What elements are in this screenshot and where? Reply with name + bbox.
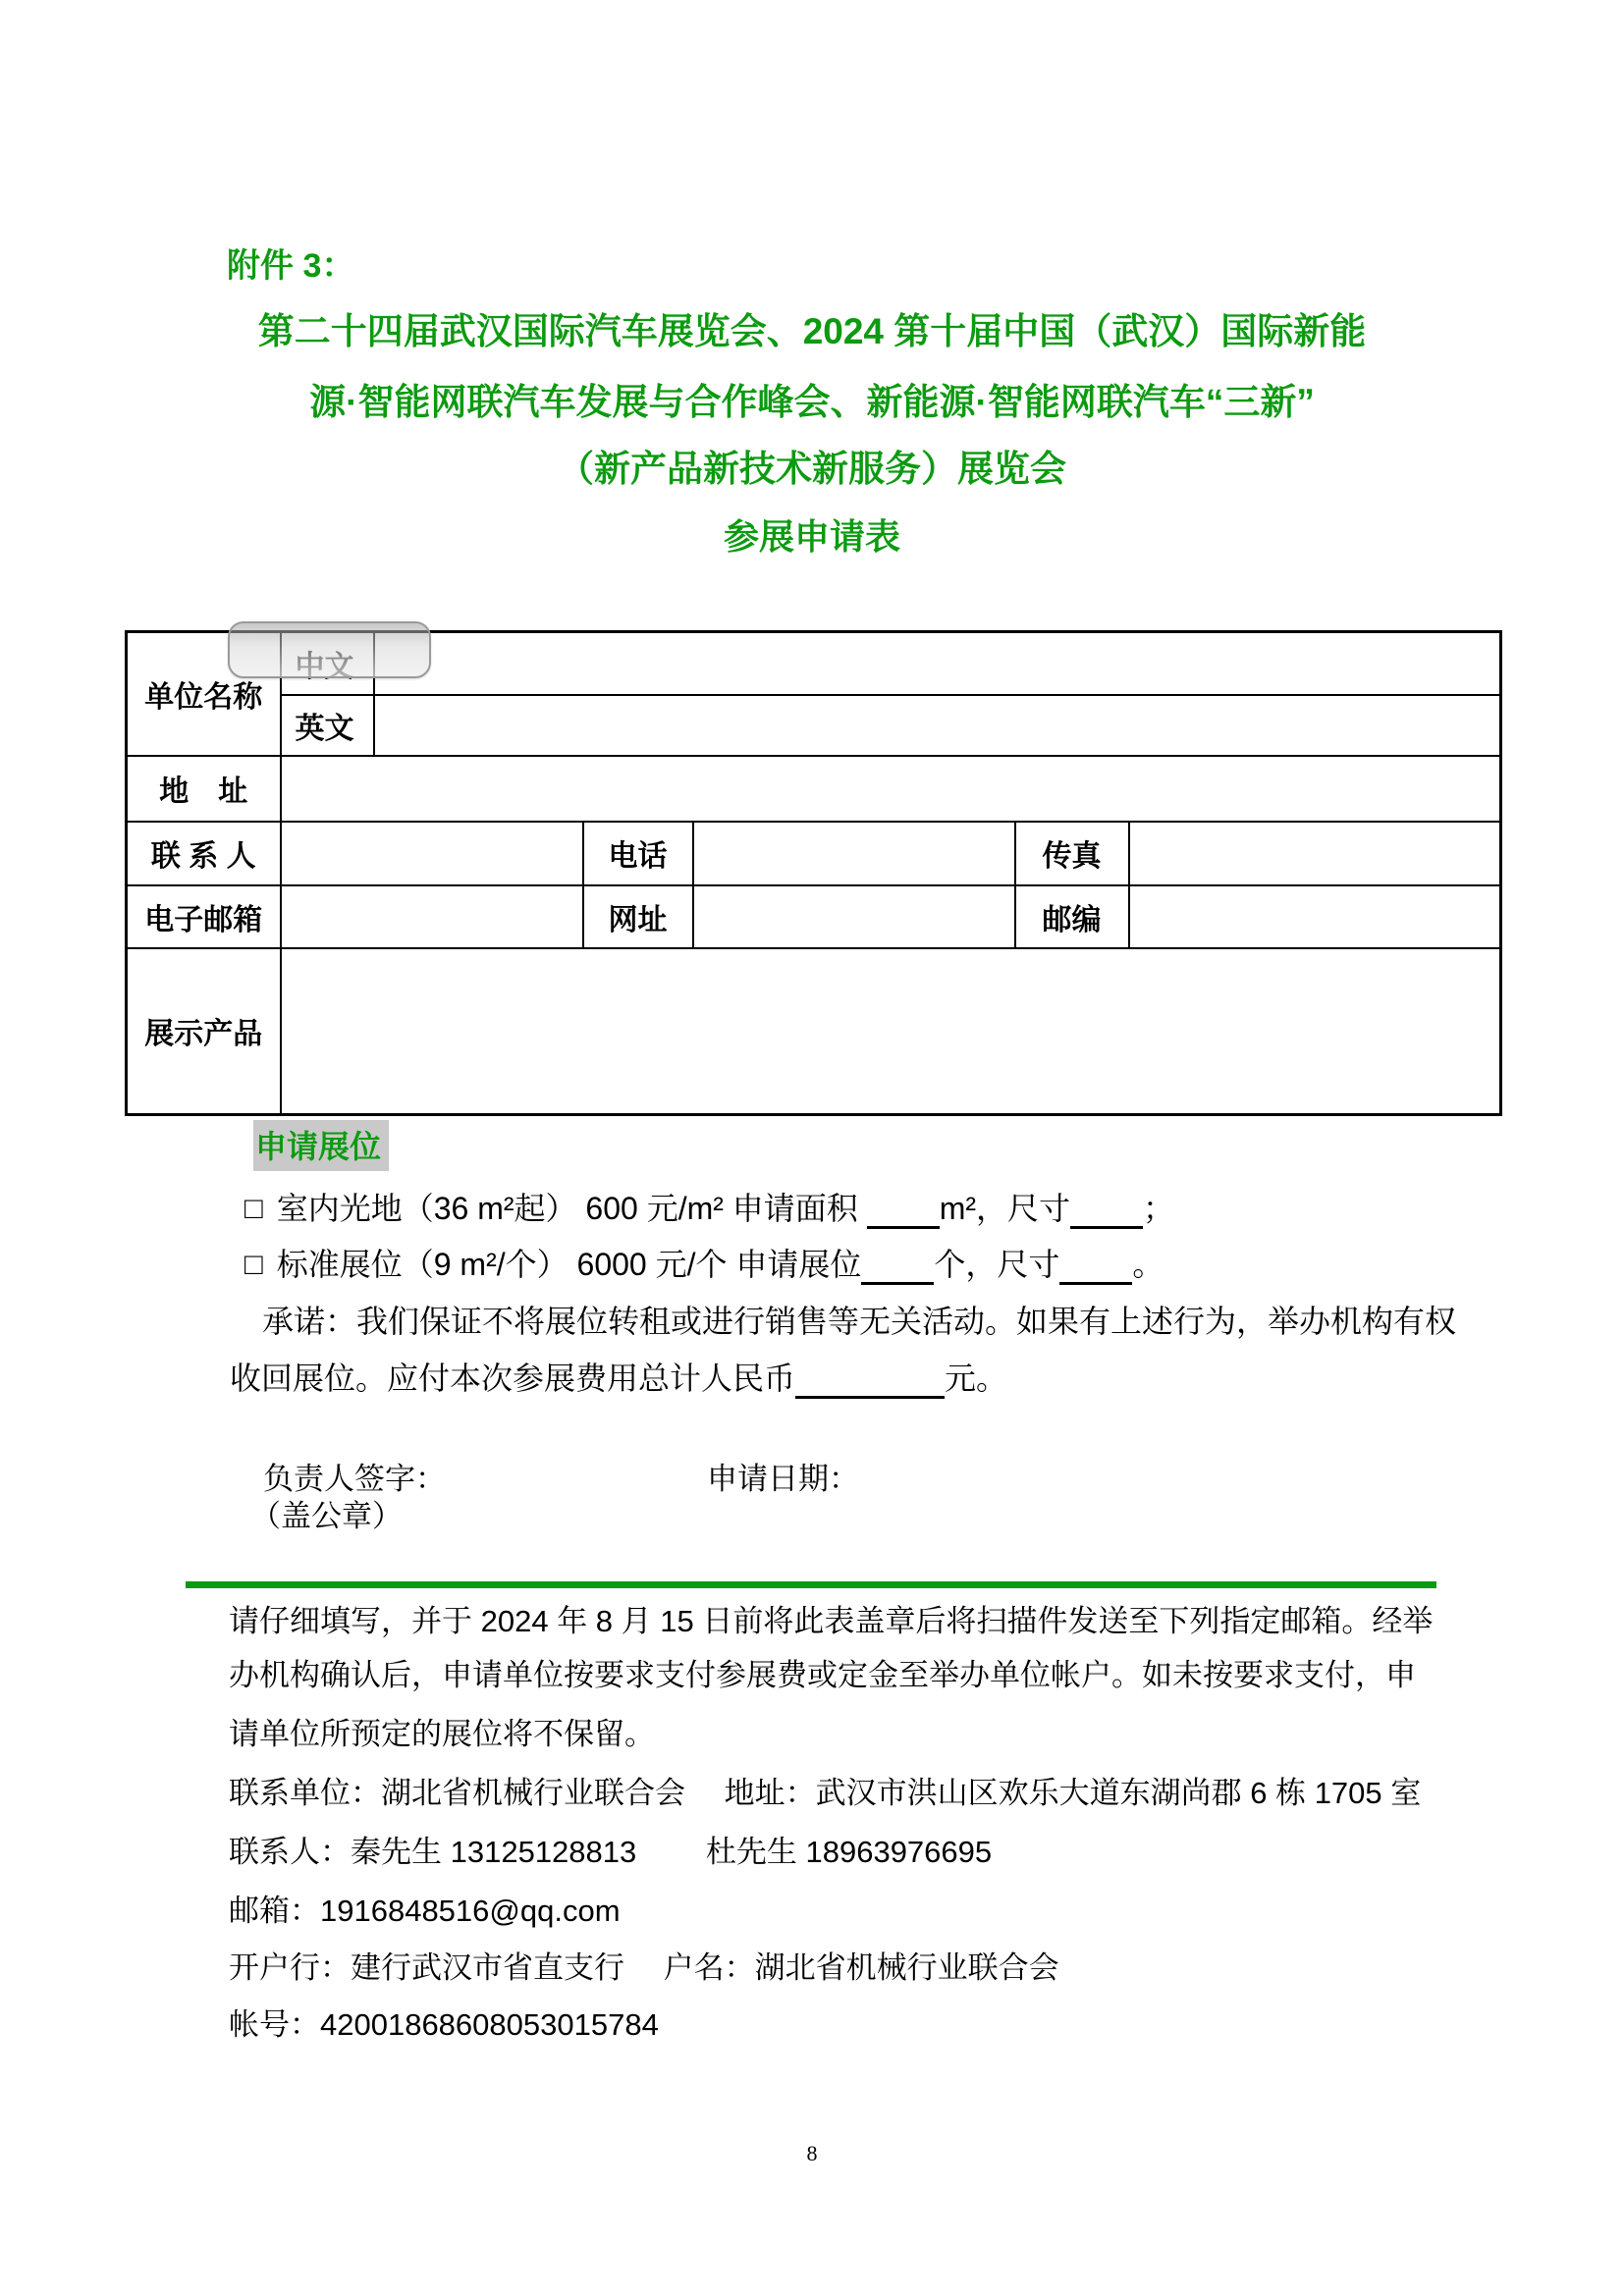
pledge-line-2-text: 收回展位。应付本次参展费用总计人民币 [230, 1361, 796, 1396]
website-label: 网址 [583, 885, 693, 948]
postcode-label: 邮编 [1015, 885, 1129, 948]
page-number: 8 [806, 2141, 818, 2165]
pledge-line-1: 承诺：我们保证不将展位转租或进行销售等无关活动。如果有上述行为，举办机构有权 [262, 1304, 1457, 1339]
phone-label: 电话 [583, 822, 693, 885]
booth-option-standard-booth [244, 1240, 1164, 1285]
fax-input-cell[interactable] [1129, 822, 1501, 885]
booth-option-2-text: 标准展位（9 m²/个） 6000 元/个 申请展位 [276, 1247, 862, 1282]
bank-line: 开户行：建行武汉市省直支行 户名：湖北省机械行业联合会 [229, 1950, 1059, 1985]
address-label: 地 址 [127, 756, 281, 822]
area-blank-line[interactable] [867, 1193, 940, 1229]
notice-line-2: 办机构确认后，申请单位按要求支付参展费或定金至举办单位帐户。如未按要求支付，申 [229, 1658, 1416, 1692]
contact-person-line: 联系人：秦先生 13125128813 杜先生 18963976695 [229, 1835, 993, 1869]
notice-line-3: 请单位所预定的展位将不保留。 [229, 1717, 655, 1751]
postcode-input-cell[interactable] [1129, 885, 1501, 948]
english-name-input-cell[interactable] [374, 695, 1501, 756]
booth-option-1-end: ； [1143, 1191, 1175, 1226]
email-label: 电子邮箱 [127, 885, 281, 948]
notice-line-1: 请仔细填写，并于 2024 年 8 月 15 日前将此表盖章后将扫描件发送至下列指定邮箱。经举 [229, 1604, 1434, 1638]
checkbox-icon[interactable]: □ [244, 1191, 263, 1225]
checkbox-icon[interactable]: □ [244, 1247, 263, 1281]
english-name-label: 英文 [281, 695, 374, 756]
fax-label: 传真 [1015, 822, 1129, 885]
attachment-label: 附件 3： [227, 247, 355, 285]
booth-option-2-end: 。 [1132, 1247, 1164, 1282]
phone-input-cell[interactable] [693, 822, 1015, 885]
exhibition-title-line-1: 第二十四届武汉国际汽车展览会、2024 第十届中国（武汉）国际新能 [257, 311, 1367, 351]
products-label: 展示产品 [127, 948, 281, 1115]
website-input-cell[interactable] [693, 885, 1015, 948]
booth-section-heading: 申请展位 [253, 1120, 389, 1171]
signature-label: 负责人签字： [263, 1462, 446, 1496]
application-form-table [125, 630, 1502, 1116]
form-field-overlay[interactable] [228, 621, 431, 678]
exhibition-title-line-3: （新产品新技术新服务）展览会 [558, 449, 1066, 489]
exhibition-title-line-2: 源·智能网联汽车发展与合作峰会、新能源·智能网联汽车“三新” [309, 382, 1315, 422]
booth-option-2-mid: 个，尺寸 [934, 1247, 1060, 1282]
official-seal-label: （盖公章） [250, 1499, 403, 1533]
pledge-line-2-end: 元。 [945, 1361, 1008, 1396]
products-input-cell[interactable] [281, 948, 1501, 1115]
size-blank-line[interactable] [1070, 1193, 1143, 1229]
contact-email-line: 邮箱：1916848516@qq.com [229, 1894, 621, 1928]
pledge-line-2 [230, 1354, 1007, 1399]
account-number-line: 帐号：42001868608053015784 [229, 2007, 659, 2042]
form-title: 参展申请表 [723, 516, 900, 557]
booth-option-1-text: 室内光地（36 m²起） 600 元/m² 申请面积 [276, 1191, 867, 1226]
booth-option-1-mid: m²，尺寸 [939, 1191, 1071, 1226]
contact-person-label: 联 系 人 [127, 822, 281, 885]
green-divider-rule [186, 1581, 1436, 1588]
address-input-cell[interactable] [281, 756, 1501, 822]
size-blank-line[interactable] [1059, 1249, 1132, 1285]
chinese-name-input-cell[interactable] [374, 632, 1501, 695]
application-date-label: 申请日期： [707, 1462, 859, 1496]
booth-option-indoor-space [244, 1184, 1174, 1229]
total-fee-blank-line[interactable] [795, 1362, 945, 1399]
count-blank-line[interactable] [861, 1249, 934, 1285]
company-name-label: 单位名称 [127, 632, 281, 756]
email-input-cell[interactable] [281, 885, 583, 948]
contact-person-input-cell[interactable] [281, 822, 583, 885]
contact-org-line: 联系单位：湖北省机械行业联合会 地址：武汉市洪山区欢乐大道东湖尚郡 6 栋 1705 室 [229, 1776, 1422, 1810]
